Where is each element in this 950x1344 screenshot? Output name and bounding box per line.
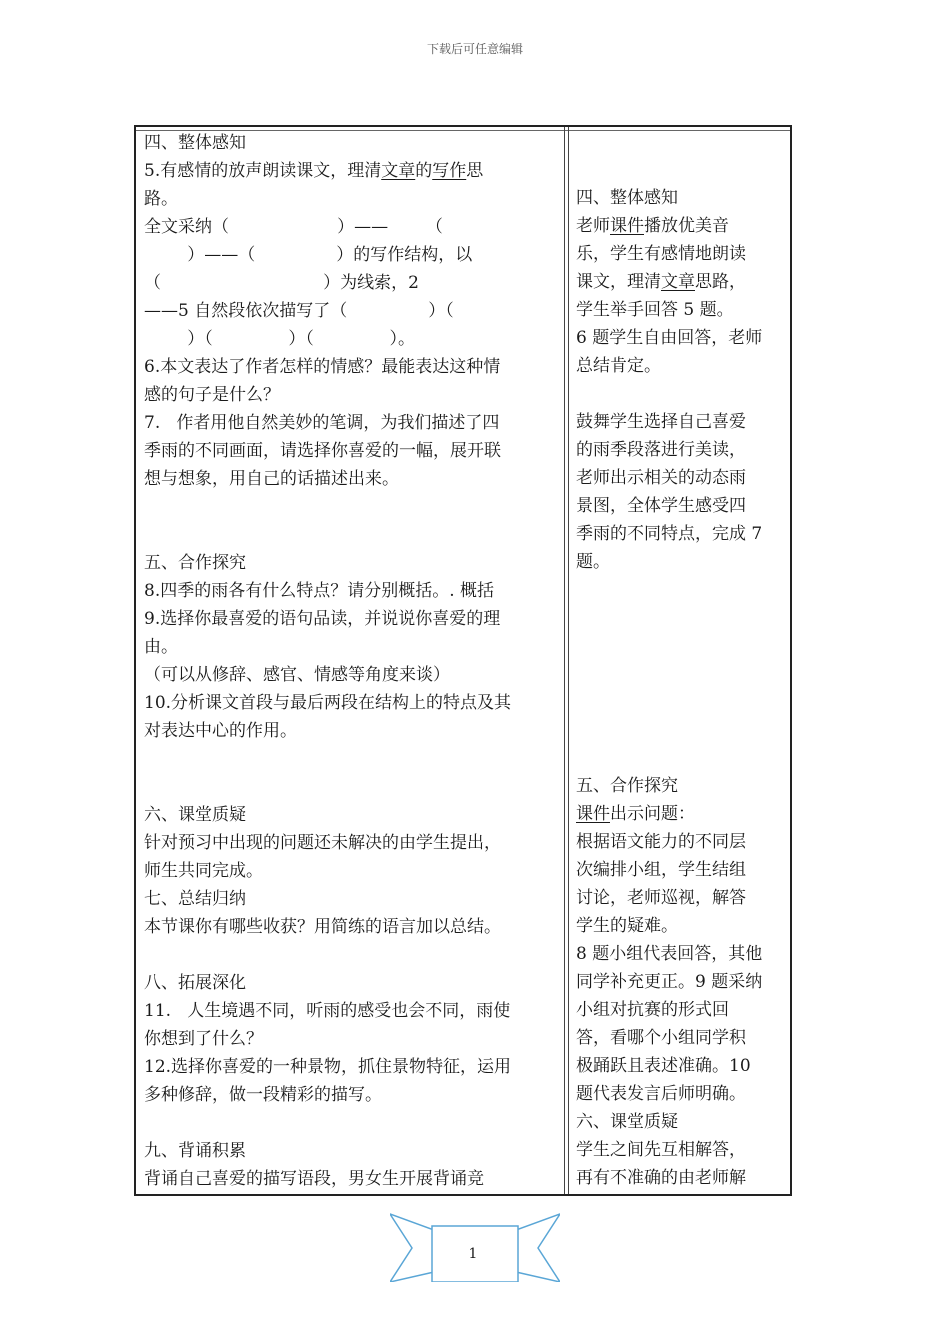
activity-text: 题代表发言后师明确。 bbox=[576, 1084, 746, 1104]
section-heading: 七、总结归纳 bbox=[144, 889, 246, 909]
activity-text: 再有不准确的由老师解 bbox=[576, 1168, 746, 1188]
question-text: 8.四季的雨各有什么特点？请分别概括。. 概括 bbox=[144, 581, 495, 601]
activity-text: 总结肯定。 bbox=[576, 356, 661, 376]
section-heading: 四、整体感知 bbox=[576, 188, 678, 208]
question-text: 5.有感情的放声朗读课文，理清文章的写作思 bbox=[144, 161, 484, 181]
question-note: （可以从修辞、感官、情感等角度来谈） bbox=[144, 665, 450, 685]
question-text: 季雨的不同画面，请选择你喜爱的一幅，展开联 bbox=[144, 441, 501, 461]
activity-text: 根据语文能力的不同层 bbox=[576, 832, 746, 852]
question-text: 由。 bbox=[144, 637, 178, 657]
activity-text: 学生的疑难。 bbox=[576, 916, 678, 936]
fill-in-blank-text: ）——（ ）的写作结构，以 bbox=[144, 245, 473, 265]
activity-text: 次编排小组，学生结组 bbox=[576, 860, 746, 880]
activity-text: 答，看哪个小组同学积 bbox=[576, 1028, 746, 1048]
section-heading: 五、合作探究 bbox=[144, 553, 246, 573]
fill-in-blank-text: （ ）为线索，2 bbox=[144, 273, 419, 293]
fill-in-blank-text: ——5 自然段依次描写了（ ）（ bbox=[144, 301, 454, 321]
question-text: 10.分析课文首段与最后两段在结构上的特点及其 bbox=[144, 693, 512, 713]
question-text: 9.选择你最喜爱的语句品读，并说说你喜爱的理 bbox=[144, 609, 501, 629]
question-text: 多种修辞，做一段精彩的描写。 bbox=[144, 1085, 382, 1105]
page-header: 下载后可任意编辑 bbox=[426, 42, 523, 56]
activity-text: 景图，全体学生感受四 bbox=[576, 496, 746, 516]
activity-text: 课文，理清文章思路， bbox=[576, 272, 746, 292]
lesson-plan-table bbox=[134, 125, 792, 1196]
section-heading: 五、合作探究 bbox=[576, 776, 678, 796]
activity-text: 课件出示问题： bbox=[576, 804, 695, 824]
activity-text: 学生之间先互相解答， bbox=[576, 1140, 746, 1160]
activity-text: 的雨季段落进行美读， bbox=[576, 440, 746, 460]
body-text: 背诵自己喜爱的描写语段，男女生开展背诵竞 bbox=[144, 1169, 484, 1189]
body-text: 本节课你有哪些收获？用简练的语言加以总结。 bbox=[144, 917, 501, 937]
activity-text: 同学补充更正。9 题采纳 bbox=[576, 972, 763, 992]
activity-text: 讨论，老师巡视，解答 bbox=[576, 888, 746, 908]
activity-text: 老师出示相关的动态雨 bbox=[576, 468, 746, 488]
activity-text: 老师课件播放优美音 bbox=[576, 216, 729, 236]
activity-text: 8 题小组代表回答，其他 bbox=[576, 944, 763, 964]
fill-in-blank-text: 全文采纳（ ）—— （ bbox=[144, 217, 443, 237]
section-heading: 九、背诵积累 bbox=[144, 1141, 246, 1161]
question-text: 对表达中心的作用。 bbox=[144, 721, 297, 741]
question-text: 路。 bbox=[144, 189, 178, 209]
fill-in-blank-text: ）（ ）（ ）。 bbox=[144, 329, 416, 349]
body-text: 师生共同完成。 bbox=[144, 861, 263, 881]
activity-text: 季雨的不同特点，完成 7 bbox=[576, 524, 763, 544]
activity-text: 鼓舞学生选择自己喜爱 bbox=[576, 412, 746, 432]
body-text: 针对预习中出现的问题还未解决的由学生提出， bbox=[144, 833, 501, 853]
section-heading: 六、课堂质疑 bbox=[576, 1112, 678, 1132]
section-heading: 八、拓展深化 bbox=[144, 973, 246, 993]
question-text: 11. 人生境遇不同，听雨的感受也会不同，雨使 bbox=[144, 1001, 511, 1021]
activity-text: 小组对抗赛的形式回 bbox=[576, 1000, 729, 1020]
section-heading: 四、整体感知 bbox=[144, 133, 246, 153]
activity-text: 极踊跃且表述准确。10 bbox=[576, 1056, 751, 1076]
ribbon-left-tail bbox=[390, 1214, 434, 1282]
page-number: 1 bbox=[468, 1246, 478, 1262]
activity-text: 乐，学生有感情地朗读 bbox=[576, 244, 746, 264]
activity-text: 6 题学生自由回答，老师 bbox=[576, 328, 763, 348]
column-divider bbox=[564, 127, 569, 1194]
activity-text: 题。 bbox=[576, 552, 610, 572]
activity-text: 学生举手回答 5 题。 bbox=[576, 300, 734, 320]
question-text: 你想到了什么？ bbox=[144, 1029, 263, 1049]
section-heading: 六、课堂质疑 bbox=[144, 805, 246, 825]
question-text: 感的句子是什么？ bbox=[144, 385, 280, 405]
question-text: 6.本文表达了作者怎样的情感？最能表达这种情 bbox=[144, 357, 501, 377]
question-text: 想与想象，用自己的话描述出来。 bbox=[144, 469, 399, 489]
question-text: 12.选择你喜爱的一种景物，抓住景物特征，运用 bbox=[144, 1057, 512, 1077]
ribbon-right-tail bbox=[516, 1214, 560, 1282]
question-text: 7. 作者用他自然美妙的笔调，为我们描述了四 bbox=[144, 413, 500, 433]
